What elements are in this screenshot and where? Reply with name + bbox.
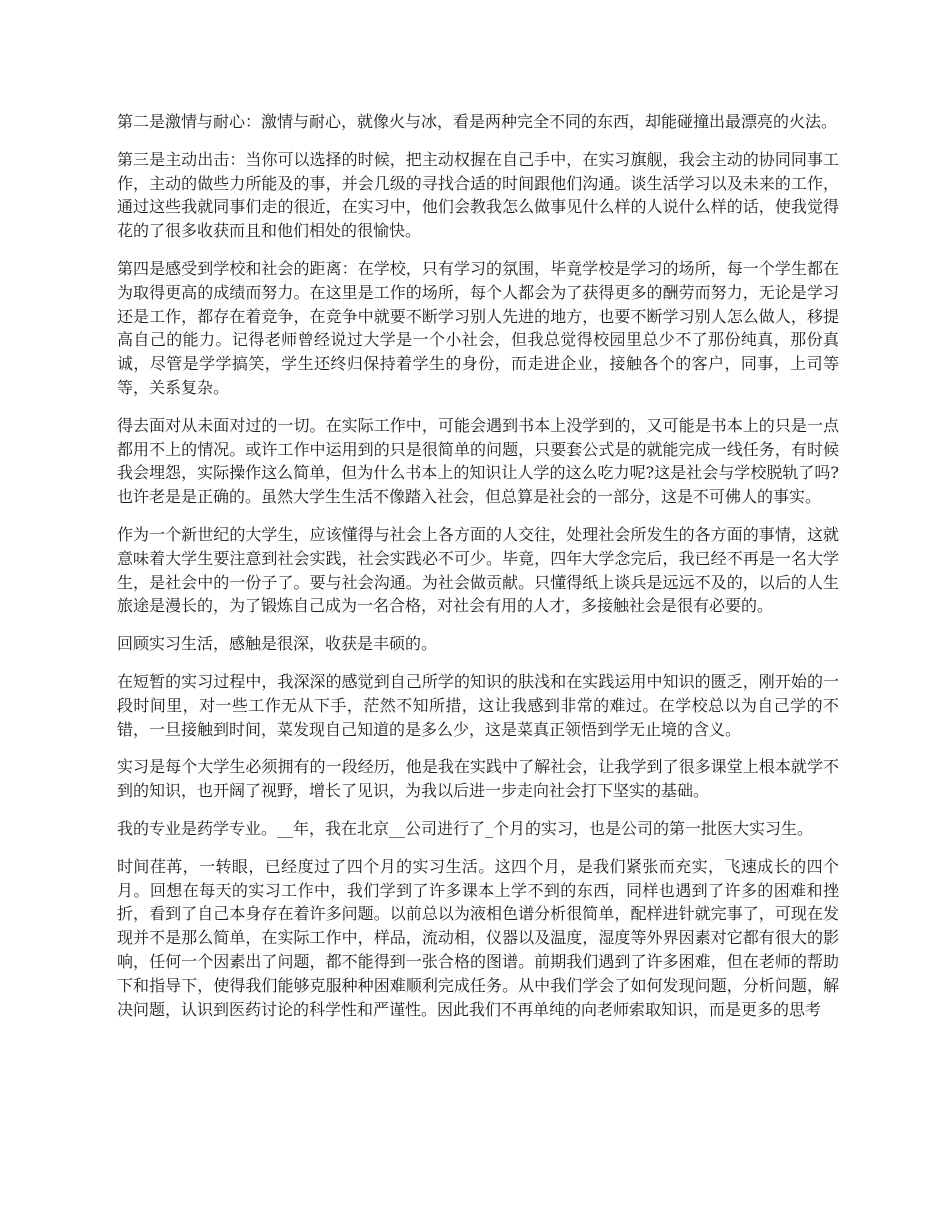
- document-body: [117, 110, 839, 1035]
- paragraph-short-internship: 在短暂的实习过程中，我深深的感觉到自己所学的知识的肤浅和在实践运用中知识的匮乏，刚开始的一段时间里，对一些工作无从下手，茫然不知所措，这让我感到非常的难过。在学校总以为自己学的不错，一旦接触到时间，菜发现自己知道的是多么少，这是菜真正领悟到学无止境的含义。: [117, 671, 839, 739]
- paragraph-new-century-student: 作为一个新世纪的大学生，应该懂得与社会上各方面的人交往，处理社会所发生的各方面的事情，这就意味着大学生要注意到社会实践，社会实践必不可少。毕竟，四年大学念完后，我已经不再是一名大学生，是社会中的一份子了。要与社会沟通。为社会做贡献。只懂得纸上谈兵是远远不及的，以后的人生旅途是漫长的，为了锻炼自己成为一名合格，对社会有用的人才，多接触社会是很有必要的。: [117, 524, 839, 616]
- paragraph-review-internship: 回顾实习生活，感触是很深，收获是丰硕的。: [117, 634, 438, 654]
- paragraph-internship-experience: 实习是每个大学生必须拥有的一段经历，他是我在实践中了解社会，让我学到了很多课堂上根本就学不到的知识，也开阔了视野，增长了见识，为我以后进一步走向社会打下坚实的基础。: [117, 757, 839, 801]
- paragraph-passion-patience: 第二是激情与耐心：激情与耐心，就像火与冰，看是两种完全不同的东西，却能碰撞出最漂亮的火法。: [117, 112, 838, 131]
- paragraph-time-flies: 时间荏苒，一转眼，已经度过了四个月的实习生活。这四个月，是我们紧张而充实，飞速成长的四个月。回想在每天的实习工作中，我们学到了许多课本上学不到的东西，同样也遇到了许多的困难和挫折，看到了自己本身存在着许多问题。以前总以为液相色谱分析很简单，配样进针就完事了，可现在发现并不是那么简单，在实际工作中，样品，流动相，仪器以及温度，湿度等外界因素对它都有很大的影响，任何一个因素出了问题，都不能得到一张合格的图谱。前期我们遇到了许多困难，但在老师的帮助下和指导下，使得我们能够克服种种困难顺利完成任务。从中我们学会了如何发现问题，分析问题，解决问题，认识到医药讨论的科学性和严谨性。因此我们不再单纯的向老师索取知识，而是更多的思考: [117, 856, 839, 1019]
- paragraph-major-pharmacy: 我的专业是药学专业。__年，我在北京__公司进行了_个月的实习，也是公司的第一批医大实习生。: [117, 818, 814, 838]
- paragraph-take-initiative: 第三是主动出击：当你可以选择的时候，把主动权握在自己手中，在实习旗舰，我会主动的协同同事工作，主动的做些力所能及的事，并会几级的寻找合适的时间跟他们沟通。谈生活学习以及未来的工作，通过这些我就同事们走的很近，在实习中，他们会教我怎么做事见什么样的人说什么样的话，使我觉得花的了很多收获而且和他们相处的很愉快。: [117, 149, 839, 241]
- paragraph-school-society-distance: 第四是感受到学校和社会的距离：在学校，只有学习的氛围，毕竟学校是学习的场所，每一个学生都在为取得更高的成绩而努力。在这里是工作的场所，每个人都会为了获得更多的酬劳而努力，无论是学习还是工作，都存在着竞争，在竞争中就要不断学习别人先进的地方，也要不断学习别人怎么做人，移提高自己的能力。记得老师曾经说过大学是一个小社会，但我总觉得校园里总少不了那份纯真，那份真诚，尽管是学学搞笑，学生还终归保持着学生的身份，而走进企业，接触各个的客户，同事，上司等等，关系复杂。: [117, 258, 839, 397]
- paragraph-face-the-unknown: 得去面对从未面对过的一切。在实际工作中，可能会遇到书本上没学到的，又可能是书本上的只是一点都用不上的情况。或许工作中运用到的只是很简单的问题，只要套公式是的就能完成一线任务，有时候我会埋怨，实际操作这么简单，但为什么书本上的知识让人学的这么吃力呢?这是社会与学校脱轨了吗?也许老是是正确的。虽然大学生生活不像踏入社会，但总算是社会的一部分，这是不可佛人的事实。: [117, 415, 839, 507]
